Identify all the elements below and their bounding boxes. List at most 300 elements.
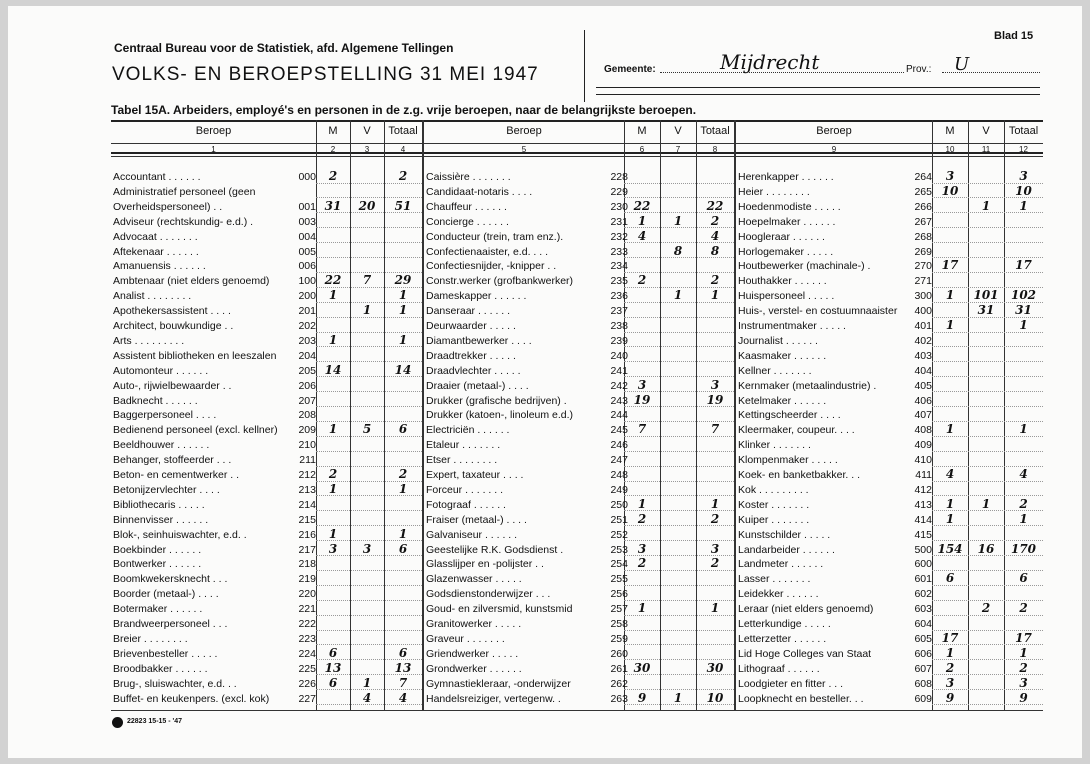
count-total: 10 — [1015, 183, 1032, 198]
occupation-code: 600 — [914, 558, 932, 571]
occupation-code: 003 — [298, 215, 316, 228]
row-dotted-line — [624, 585, 734, 586]
table-row — [426, 557, 734, 573]
occupation-code: 256 — [610, 588, 628, 601]
occupation-code: 258 — [610, 618, 628, 630]
table-row — [426, 647, 734, 663]
column-number: 8 — [712, 145, 718, 154]
count-total: 7 — [710, 422, 720, 437]
row-dotted-line — [316, 183, 422, 184]
occupation-name: Beeldhouwer . . . . . . — [113, 439, 210, 452]
table-caption: Tabel 15A. Arbeiders, employé's en personen in de z.g. vrije beroepen, naar de belangrijkste beroepen. — [111, 103, 697, 117]
count-male: 2 — [328, 467, 338, 481]
occupation-code: 412 — [914, 483, 932, 496]
table-row — [113, 453, 422, 469]
table-row — [426, 245, 734, 261]
count-total: 2 — [710, 556, 720, 571]
occupation-code: 230 — [610, 200, 628, 213]
row-dotted-line — [624, 466, 734, 467]
occupation-name: Koster . . . . . . . — [738, 498, 810, 511]
occupation-code: 257 — [610, 603, 628, 616]
column-header: Beroep — [816, 125, 852, 137]
count-total: 31 — [1015, 303, 1032, 318]
column-header: Totaal — [700, 125, 730, 137]
row-dotted-line — [932, 361, 1043, 362]
row-dotted-line — [932, 481, 1043, 482]
table-row — [113, 513, 422, 529]
count-total: 2 — [1019, 660, 1028, 675]
count-total: 17 — [1015, 258, 1032, 273]
occupation-name: Draadtrekker . . . . . — [426, 349, 516, 362]
table-row — [426, 408, 734, 424]
occupation-code: 240 — [610, 349, 628, 362]
occupation-name: Hoepelmaker . . . . . . — [738, 215, 836, 228]
table-row — [738, 408, 1043, 424]
occupation-code: 237 — [610, 305, 628, 318]
row-dotted-line — [624, 451, 734, 452]
occupation-name: Badknecht . . . . . . — [113, 394, 198, 407]
row-dotted-line — [624, 570, 734, 571]
row-dotted-line — [624, 481, 734, 482]
row-dotted-line — [624, 436, 734, 437]
occupation-name: Dameskapper . . . . . . — [426, 290, 527, 303]
count-male: 9 — [637, 690, 647, 705]
table-row — [738, 170, 1043, 186]
column-header: V — [363, 125, 371, 137]
table-row — [738, 230, 1043, 246]
occupation-code: 253 — [610, 543, 628, 556]
row-dotted-line — [932, 332, 1043, 333]
occupation-code: 405 — [914, 379, 932, 392]
count-female: 3 — [362, 541, 372, 556]
occupation-name: Brug-, sluiswachter, e.d. . . — [113, 677, 237, 690]
occupation-code: 609 — [914, 692, 932, 705]
occupation-name: Apothekersassistent . . . . — [113, 305, 231, 318]
count-female: 1 — [362, 675, 372, 690]
occupation-name: Landmeter . . . . . . — [738, 558, 824, 571]
table-row — [426, 349, 734, 365]
occupation-code: 210 — [298, 439, 316, 452]
count-total: 3 — [1019, 675, 1028, 690]
count-male: 6 — [328, 675, 338, 690]
occupation-code: 213 — [298, 483, 316, 496]
occupation-name: Drukker (katoen-, linoleum e.d.) — [426, 409, 574, 422]
occupation-name: Fraiser (metaal-) . . . . — [426, 513, 527, 526]
count-male: 154 — [937, 541, 963, 556]
count-male: 1 — [328, 332, 338, 347]
occupation-name: Ketelmaker . . . . . . — [738, 394, 827, 407]
count-male: 1 — [945, 318, 955, 332]
count-total: 3 — [1019, 169, 1028, 183]
occupation-name: Draaier (metaal-) . . . . — [426, 379, 529, 392]
occupation-name: Architect, bouwkundige . . — [113, 320, 234, 332]
count-female: 1 — [673, 213, 683, 228]
table-row — [113, 483, 422, 499]
table-top-rule — [111, 120, 1043, 122]
occupation-name: Deurwaarder . . . . . — [426, 320, 516, 332]
row-dotted-line — [316, 346, 422, 347]
count-male: 13 — [324, 660, 342, 675]
count-total: 6 — [398, 645, 408, 660]
table-row — [426, 394, 734, 410]
occupation-name: Confectienaaister, e.d. . . . — [426, 245, 548, 258]
occupation-name: Letterzetter . . . . . . — [738, 632, 827, 645]
occupation-code: 251 — [610, 513, 628, 526]
count-total: 1 — [710, 496, 720, 511]
occupation-name: Electriciën . . . . . . — [426, 424, 510, 437]
occupation-name: Instrumentmaker . . . . . — [738, 320, 846, 332]
table-row — [426, 587, 734, 603]
occupation-name: Constr.werker (grofbankwerker) — [426, 275, 574, 288]
occupation-name: Griendwerker . . . . . — [426, 647, 519, 660]
column-number: 2 — [330, 145, 336, 154]
table-row — [113, 468, 422, 484]
count-female: 1 — [362, 303, 372, 318]
occupation-code: 602 — [914, 588, 932, 601]
row-dotted-line — [932, 555, 1043, 556]
occupation-code: 606 — [914, 647, 932, 660]
table-row — [738, 334, 1043, 350]
row-dotted-line — [316, 227, 422, 228]
row-dotted-line — [316, 436, 422, 437]
occupation-name: Goud- en zilversmid, kunstsmid — [426, 603, 573, 616]
occupation-name: Chauffeur . . . . . . — [426, 200, 507, 213]
occupation-code: 604 — [914, 618, 932, 630]
gemeente-value: Mijdrecht — [720, 50, 820, 74]
count-total: 17 — [1015, 630, 1032, 645]
count-male: 3 — [328, 541, 338, 556]
table-row — [426, 543, 734, 559]
occupation-name: Geestelijke R.K. Godsdienst . — [426, 543, 564, 556]
occupation-name: Broodbakker . . . . . . — [113, 662, 208, 675]
occupation-name: Etaleur . . . . . . . — [426, 439, 501, 452]
occupation-name: Kellner . . . . . . . — [738, 364, 812, 377]
sheet-number: Blad 15 — [994, 30, 1034, 42]
count-male: 1 — [637, 601, 647, 616]
count-male: 1 — [637, 213, 647, 228]
occupation-code: 238 — [610, 320, 628, 332]
print-code: 22823 15-15 - '47 — [127, 718, 182, 725]
row-dotted-line — [316, 585, 422, 586]
column-number: 7 — [675, 145, 681, 154]
occupation-code: 411 — [915, 469, 932, 481]
count-total: 1 — [1019, 198, 1028, 213]
count-total: 6 — [398, 422, 408, 437]
count-total: 14 — [394, 362, 412, 377]
count-male: 6 — [328, 645, 338, 660]
table-row — [738, 677, 1043, 693]
count-female: 101 — [973, 288, 999, 303]
occupation-code: 413 — [914, 498, 932, 511]
count-female: 1 — [981, 198, 991, 213]
occupation-name: Drukker (grafische bedrijven) . — [426, 394, 567, 407]
occupation-code: 246 — [610, 439, 628, 452]
table-row — [426, 468, 734, 484]
count-total: 30 — [706, 660, 724, 675]
occupation-name: Fotograaf . . . . . . — [426, 498, 506, 511]
table-row — [113, 543, 422, 559]
table-row — [113, 587, 422, 603]
occupation-code: 202 — [298, 320, 316, 332]
count-total: 7 — [398, 675, 408, 690]
occupation-name: Glasslijper en -polijster . . — [426, 558, 544, 571]
table-row — [426, 259, 734, 275]
occupation-code: 268 — [914, 230, 932, 243]
occupation-code: 244 — [610, 409, 628, 422]
occupation-code: 207 — [298, 394, 316, 407]
occupation-code: 271 — [914, 275, 932, 288]
occupation-code: 603 — [914, 603, 932, 616]
occupation-name: Candidaat-notaris . . . . — [426, 185, 533, 198]
occupation-name: Confectiesnijder, -knipper . . — [426, 260, 557, 273]
table-row — [738, 245, 1043, 261]
occupation-name: Glazenwasser . . . . . — [426, 573, 522, 586]
table-row — [113, 692, 422, 708]
table-row — [738, 215, 1043, 231]
table-row — [738, 557, 1043, 573]
column-number: 12 — [1019, 145, 1028, 154]
occupation-code: 200 — [298, 290, 316, 303]
count-male: 19 — [633, 392, 651, 407]
row-dotted-line — [932, 272, 1043, 273]
row-dotted-line — [316, 495, 422, 496]
occupation-code: 400 — [914, 305, 932, 318]
occupation-code: 608 — [914, 677, 932, 690]
row-dotted-line — [316, 242, 422, 243]
occupation-code: 227 — [298, 692, 316, 705]
occupation-name: Koek- en banketbakker. . . — [738, 469, 860, 481]
occupation-name: Boekbinder . . . . . . — [113, 543, 202, 556]
occupation-name: Baggerpersoneel . . . . — [113, 409, 217, 422]
count-male: 1 — [945, 645, 955, 660]
table-row — [426, 379, 734, 395]
occupation-code: 214 — [298, 498, 316, 511]
occupation-code: 261 — [610, 662, 628, 675]
occupation-name: Kunstschilder . . . . . — [738, 528, 831, 541]
count-male: 1 — [328, 481, 338, 496]
occupation-name: Kernmaker (metaalindustrie) . — [738, 379, 877, 392]
occupation-code: 243 — [610, 394, 628, 407]
count-female: 8 — [673, 243, 683, 258]
occupation-code: 404 — [914, 364, 932, 377]
table-row — [738, 498, 1043, 514]
occupation-code: 221 — [298, 603, 316, 616]
occupation-name: Draadvlechter . . . . . — [426, 364, 521, 377]
table-row — [113, 632, 422, 648]
count-total: 3 — [710, 541, 720, 556]
occupation-code: 264 — [914, 171, 932, 183]
count-total: 1 — [1019, 511, 1028, 526]
table-row — [426, 513, 734, 529]
occupation-code: 260 — [610, 647, 628, 660]
count-total: 9 — [1019, 690, 1028, 705]
count-total: 2 — [1019, 601, 1028, 616]
table-row — [738, 200, 1043, 216]
table-row — [113, 423, 422, 439]
table-row — [426, 453, 734, 469]
count-male: 4 — [945, 467, 955, 481]
occupation-name: Letterkundige . . . . . — [738, 618, 831, 630]
occupation-name: Amanuensis . . . . . . — [113, 260, 206, 273]
table-row — [738, 319, 1043, 335]
occupation-name: Forceur . . . . . . . — [426, 483, 504, 496]
column-header: Beroep — [195, 125, 232, 137]
count-male: 6 — [945, 571, 955, 586]
column-header: V — [982, 125, 990, 137]
count-male: 3 — [945, 675, 955, 690]
count-male: 10 — [941, 183, 959, 198]
column-number: 9 — [831, 145, 837, 154]
count-total: 22 — [706, 198, 724, 213]
table-row — [426, 215, 734, 231]
table-row — [426, 602, 734, 618]
count-male: 22 — [633, 198, 651, 213]
table-row — [426, 364, 734, 380]
table-row — [426, 185, 734, 201]
occupation-code: 204 — [298, 349, 316, 362]
table-bottom-rule — [111, 710, 1043, 711]
occupation-code: 409 — [914, 439, 932, 452]
table-row — [113, 557, 422, 573]
prov-value: U — [954, 54, 970, 75]
occupation-code: 403 — [914, 349, 932, 362]
table-row — [738, 468, 1043, 484]
count-total: 1 — [710, 288, 720, 303]
row-dotted-line — [316, 600, 422, 601]
occupation-name: Advocaat . . . . . . . — [113, 230, 198, 243]
column-number: 11 — [981, 145, 991, 154]
row-dotted-line — [316, 615, 422, 616]
occupation-code: 235 — [610, 275, 628, 288]
count-total: 102 — [1010, 288, 1037, 303]
table-row — [738, 379, 1043, 395]
table-row — [113, 617, 422, 633]
occupation-code: 263 — [610, 692, 628, 705]
count-male: 30 — [633, 660, 651, 675]
count-male: 9 — [945, 690, 955, 705]
row-dotted-line — [624, 257, 734, 258]
row-dotted-line — [624, 332, 734, 333]
row-dotted-line — [316, 257, 422, 258]
occupation-code: 205 — [298, 364, 316, 377]
occupation-code: 410 — [914, 454, 932, 467]
occupation-code: 225 — [298, 662, 316, 675]
table-row — [113, 230, 422, 246]
count-total: 6 — [1019, 571, 1028, 586]
row-dotted-line — [932, 615, 1043, 616]
table-row — [426, 692, 734, 708]
row-dotted-line — [932, 436, 1043, 437]
occupation-name: Lid Hoge Colleges van Staat — [738, 647, 872, 660]
occupation-code: 248 — [610, 469, 628, 481]
column-header: V — [674, 125, 682, 137]
occupation-name: Breier . . . . . . . . — [113, 632, 188, 645]
count-female: 4 — [362, 690, 372, 705]
count-total: 2 — [710, 511, 720, 526]
occupation-code: 201 — [298, 305, 316, 318]
occupation-name: Horlogemaker . . . . . — [738, 245, 834, 258]
table-row — [738, 364, 1043, 380]
count-male: 3 — [637, 377, 647, 392]
occupation-name: Kleermaker, coupeur. . . . — [738, 424, 855, 437]
table-row — [738, 692, 1043, 708]
count-male: 17 — [941, 258, 959, 273]
count-male: 3 — [945, 169, 955, 183]
column-number: 1 — [211, 145, 216, 154]
count-female: 16 — [977, 541, 995, 556]
occupation-code: 000 — [298, 171, 316, 183]
row-dotted-line — [932, 391, 1043, 392]
occupation-code: 224 — [298, 647, 316, 660]
occupation-code: 601 — [914, 573, 932, 586]
count-male: 2 — [328, 169, 338, 183]
occupation-code: 005 — [298, 245, 316, 258]
table-row — [738, 259, 1043, 275]
row-dotted-line — [624, 346, 734, 347]
table-row — [113, 215, 422, 231]
occupation-code: 252 — [610, 528, 628, 541]
prov-line — [942, 72, 1040, 73]
count-total: 2 — [710, 213, 720, 228]
occupation-name: Danseraar . . . . . . — [426, 305, 511, 318]
header-divider — [584, 30, 585, 102]
row-dotted-line — [624, 630, 734, 631]
row-dotted-line — [932, 346, 1043, 347]
count-male: 1 — [945, 496, 955, 511]
count-total: 1 — [398, 332, 408, 347]
table-row — [426, 617, 734, 633]
table-row — [426, 662, 734, 678]
occupation-code: 001 — [298, 200, 316, 213]
occupation-name: Lithograaf . . . . . . — [738, 662, 820, 675]
occupation-code: 209 — [298, 424, 316, 437]
occupation-name: Gymnastiekleraar, -onderwijzer — [426, 677, 571, 690]
count-male: 22 — [324, 273, 342, 288]
occupation-code: 215 — [298, 513, 316, 526]
occupation-code: 217 — [298, 543, 316, 556]
table-row — [426, 438, 734, 454]
occupation-code: 212 — [298, 469, 316, 481]
table-row — [113, 304, 422, 320]
occupation-name: Huispersoneel . . . . . — [738, 290, 835, 303]
occupation-name: Hoogleraar . . . . . . — [738, 230, 825, 243]
table-row — [426, 483, 734, 499]
count-total: 1 — [398, 303, 408, 318]
row-dotted-line — [932, 525, 1043, 526]
occupation-name: Auto-, rijwielbewaarder . . — [113, 379, 232, 392]
occupation-code: 254 — [610, 558, 628, 571]
occupation-name: Leidekker . . . . . . — [738, 588, 819, 601]
count-male: 7 — [637, 422, 647, 437]
column-number: 3 — [364, 145, 370, 154]
number-sep-2 — [111, 156, 1043, 157]
count-total: 1 — [398, 526, 408, 541]
occupation-name: Herenkapper . . . . . . — [738, 171, 834, 183]
occupation-code: 004 — [298, 230, 316, 243]
occupation-code: 406 — [914, 394, 932, 407]
column-rule — [734, 120, 736, 710]
occupation-name: Adviseur (rechtskundig- e.d.) . — [113, 215, 254, 228]
table-row — [738, 632, 1043, 648]
occupation-name: Arts . . . . . . . . . — [113, 334, 185, 347]
count-female: 1 — [981, 496, 991, 511]
table-row — [738, 349, 1043, 365]
occupation-name: Klompenmaker . . . . . — [738, 454, 838, 467]
occupation-name: Buffet- en keukenpers. (excl. kok) — [113, 692, 270, 705]
count-total: 2 — [710, 273, 720, 288]
occupation-code: 408 — [914, 424, 932, 437]
occupation-name: Kaasmaker . . . . . . — [738, 349, 827, 362]
